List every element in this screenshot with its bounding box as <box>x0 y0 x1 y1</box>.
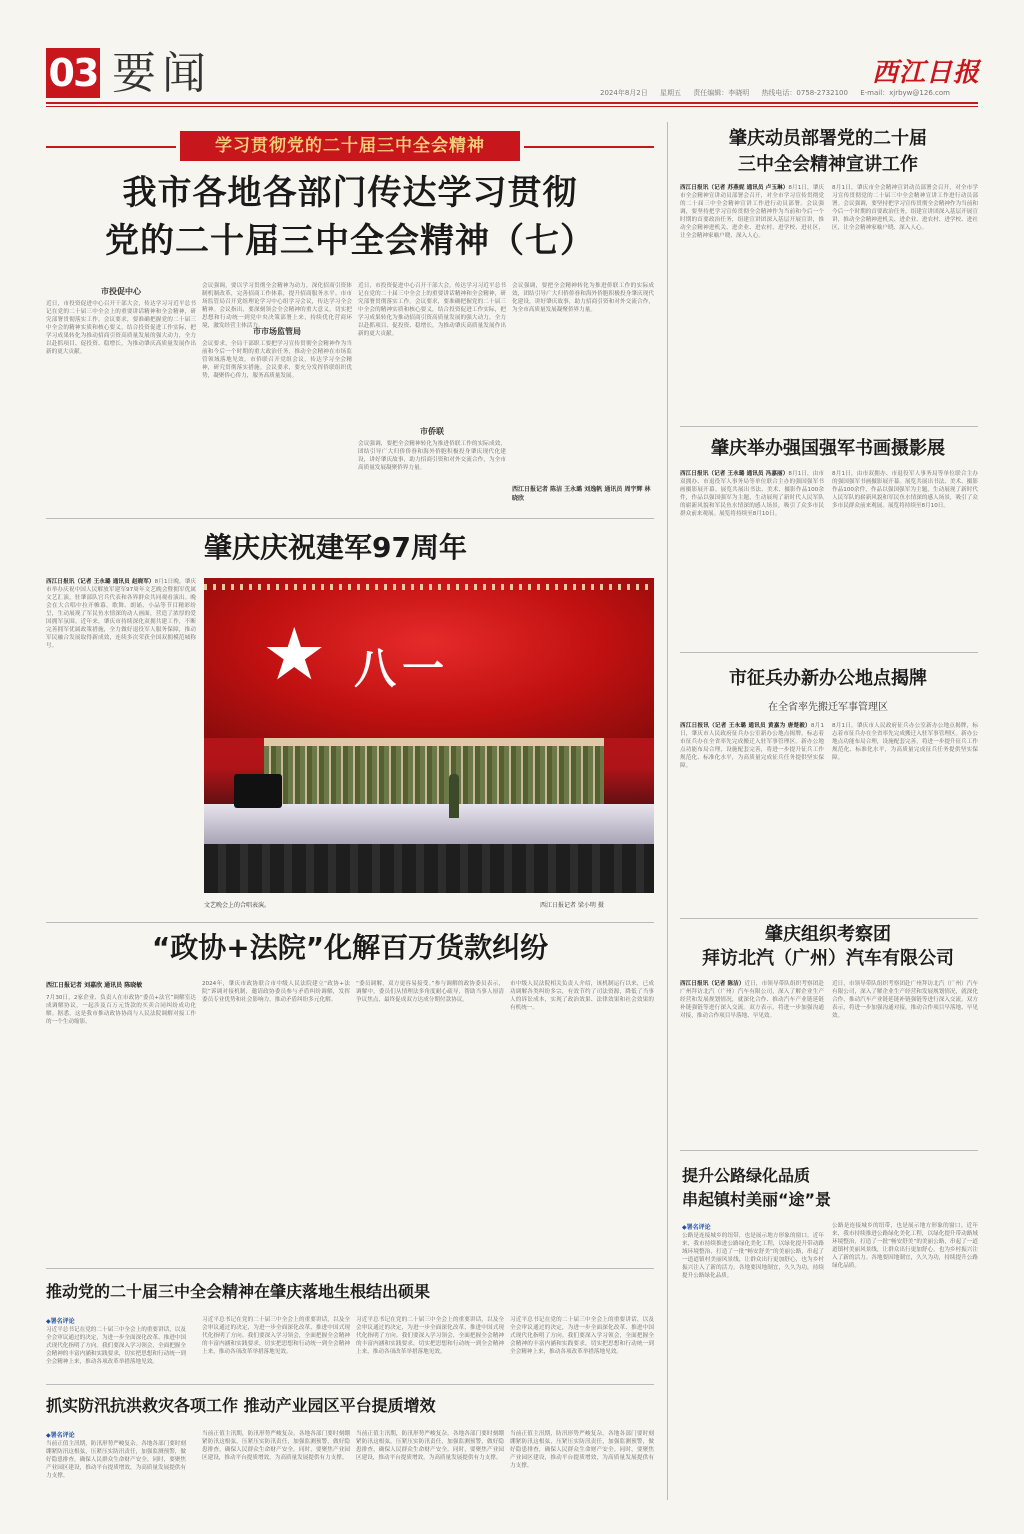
lead-sub-3: 市侨联 <box>420 427 444 436</box>
right4-body: 近日，市领导带队组织考察团赴广州拜访北汽（广州）汽车有限公司，深入了解企业生产经营和发展规划情况，就深化合作、推动汽车产业链延链补链强链等进行深入交流。双方表示，将进一步加强沟通对接，推动合作项目早落地、早见效。 <box>680 981 824 1019</box>
masthead-rule-thin <box>46 106 978 107</box>
right5-col-1: 公路是连接城乡的纽带，也是展示地方形象的窗口。近年来，我市持续推进公路绿化美化工程，以绿化提升带动路域环境整治，打造了一批“畅安舒美”的美丽公路，串起了一道道镇村美丽风景线，让群众出行更加舒心，也为乡村振兴注入了新的活力。各地要因地制宜，久久为功，持续提升公路绿化品质。 <box>682 1233 824 1279</box>
editor: 责任编辑：李晓明 <box>693 89 750 97</box>
right4-col-2: 近日，市领导带队组织考察团赴广州拜访北汽（广州）汽车有限公司，深入了解企业生产经营和发展规划情况，就深化合作、推动汽车产业链延链补链强链等进行深入交流。双方表示，将进一步加强沟通对接，推动合作项目早落地、早见效。 <box>832 981 978 1019</box>
lead-col-4 <box>512 282 654 508</box>
right1-col-2: 8月1日，肇庆市全会精神宣讲动员部署会召开，对全市学习宣传贯彻党的二十届三中全会精神宣讲工作进行动员部署。会议强调，要坚持把学习宣传贯彻全会精神作为当前和今后一个时期的首要政治任务，组建宣讲团深入基层开展宣讲，推动全会精神进机关、进企业、进农村、进学校、进社区，让全会精神家喻户晓、深入人心。 <box>832 185 978 231</box>
bottom1-col-2: 习近平总书记在党的二十届三中全会上的重要讲话，以及全会审议通过的决定，为进一步全面深化改革、推进中国式现代化指明了方向。我们要深入学习领会，全面把握全会精神的丰富内涵和实践要求，切实把思想和行动统一到全会精神上来，推动各项改革举措落地见效。 <box>202 1317 350 1355</box>
lead-col-4-text: 会议强调，要把全会精神转化为推进侨联工作的实际成效，团结引导广大归侨侨眷和海外侨胞积极投身肇庆现代化建设，讲好肇庆故事，助力招商引资和对外交流合作，为全市高质量发展凝聚侨界力量。 <box>512 283 654 313</box>
loan-col-3: “委员调解，双方更容易接受。”参与调解的政协委员表示，调解中，委员们从情理法多角度耐心疏导，帮助当事人厘清争议焦点，最终促成双方达成分期付款协议。 <box>356 981 504 1003</box>
right3-headline: 市征兵办新办公地点揭牌 <box>729 668 927 689</box>
right4-headline-line2: 拜访北汽（广州）汽车有限公司 <box>702 948 954 969</box>
right3-col-1 <box>680 722 824 910</box>
masthead-rule <box>46 102 978 104</box>
stage-lights <box>204 584 654 590</box>
lead-sub-2: 市市场监管局 <box>253 327 301 336</box>
right4-byline: 西江日报讯（记者 陈洁） <box>680 981 745 987</box>
army-text <box>46 578 196 908</box>
photo-caption: 文艺晚会上的合唱表演。 <box>204 902 271 909</box>
loan-byline: 西江日报记者 刘嘉欣 通讯员 陈晓敏 <box>46 982 143 989</box>
lead-col-1 <box>46 282 196 508</box>
hotline: 热线电话：0758-2732100 <box>761 89 848 97</box>
loan-col-4: 市中级人民法院相关负责人介绍，该机制运行以来，已成功调解各类纠纷多宗，有效节约了司法资源，降低了当事人的诉讼成本，实现了政治效果、法律效果和社会效果的有机统一。 <box>510 981 654 1011</box>
right2-col-2: 8月1日，由市双拥办、市退役军人事务局等单位联合主办的强国强军书画摄影展开幕。展览共展出书法、美术、摄影作品100余件，作品以强国强军为主题，生动展现了新时代人民军队的崭新风貌和军民鱼水情深的感人场景，吸引了众多市民群众前来观展。展览将持续至8月10日。 <box>832 471 978 509</box>
loan-col-1: 7月30日，2家企业、负责人在市政协“委员+法官”调解室达成调解协议，一起涉及百万元货款的买卖合同纠纷成功化解。据悉，这是我市推动政协协商与人民法院调解对接工作的一个生动缩影。 <box>46 995 196 1025</box>
divider-loan <box>46 1268 654 1269</box>
right1-col-1 <box>680 184 824 418</box>
divider-lead <box>46 518 654 519</box>
right2-body: 8月1日，由市双拥办、市退役军人事务局等单位联合主办的强国强军书画摄影展开幕。展览共展出书法、美术、摄影作品100余件，作品以强国强军为主题，生动展现了新时代人民军队的崭新风貌和军民鱼水情深的感人场景，吸引了众多市民群众前来观展。展览将持续至8月10日。 <box>680 471 825 517</box>
right3-subhead: 在全省率先搬迁军事管理区 <box>768 702 888 713</box>
right1-headline-line2: 三中全会精神宣讲工作 <box>738 154 918 175</box>
divider-bottom1 <box>46 1384 654 1385</box>
army-byline: 西江日报讯（记者 王永璐 通讯员 赵晓军） <box>46 579 155 585</box>
bottom2-col-3: 当前正值主汛期，防汛形势严峻复杂。各地各部门要时刻绷紧防汛这根弦，压紧压实防汛责任，加强监测预警，做好隐患排查，确保人民群众生命财产安全。同时，要聚焦产业园区建设，推动平台提质增效，为高质量发展提供有力支撑。 <box>356 1431 504 1461</box>
lead-col-3b-text: 会议强调，要把全会精神转化为推进侨联工作的实际成效，团结引导广大归侨侨眷和海外侨胞积极投身肇庆现代化建设，讲好肇庆故事，助力招商引资和对外交流合作，为全市高质量发展凝聚侨界力量。 <box>358 441 506 471</box>
banner-rule-right <box>524 146 654 148</box>
divider-right1 <box>680 426 978 427</box>
lead-headline-line2: 党的二十届三中全会精神（七） <box>105 221 595 261</box>
column-divider <box>667 122 668 1500</box>
piano <box>234 774 282 808</box>
section-name: 要闻 <box>112 48 212 99</box>
bottom2-col-2: 当前正值主汛期，防汛形势严峻复杂。各地各部门要时刻绷紧防汛这根弦，压紧压实防汛责任，加强监测预警，做好隐患排查，确保人民群众生命财产安全。同时，要聚焦产业园区建设，推动平台提质增效，为高质量发展提供有力支撑。 <box>202 1431 350 1461</box>
loan-col-2: 2024年，肇庆市政协联合市中级人民法院建立“政协+法院”诉调对接机制，邀请政协委员参与矛盾纠纷调解，发挥委员专业优势和社会影响力，推动矛盾纠纷多元化解。 <box>202 981 350 1003</box>
banner-rule-left <box>46 146 176 148</box>
right5-headline-line1: 提升公路绿化品质 <box>682 1166 811 1185</box>
choir <box>264 738 604 812</box>
issue-date: 2024年8月2日 <box>600 89 648 97</box>
right1-body: 8月1日，肇庆市全会精神宣讲动员部署会召开，对全市学习宣传贯彻党的二十届三中全会精神宣讲工作进行动员部署。会议强调，要坚持把学习宣传贯彻全会精神作为当前和今后一个时期的首要政治任务，组建宣讲团深入基层开展宣讲，推动全会精神进机关、进企业、进农村、进学校、进社区，让全会精神家喻户晓、深入人心。 <box>680 185 825 239</box>
issue-weekday: 星期五 <box>659 89 681 97</box>
right3-byline: 西江日报讯（记者 王永璐 通讯员 黄嘉为 唐楚毅） <box>680 723 811 729</box>
army-photo <box>204 578 654 893</box>
bottom1-headline: 推动党的二十届三中全会精神在肇庆落地生根结出硕果 <box>46 1282 431 1301</box>
right2-headline: 肇庆举办强国强军书画摄影展 <box>711 438 945 459</box>
lead-col-3 <box>358 282 506 508</box>
right1-headline-line1: 肇庆动员部署党的二十届 <box>729 128 927 149</box>
lead-col-1-text: 近日，市投资促进中心召开干部大会，传达学习习近平总书记在党的二十届三中全会上的重要讲话精神和全会精神，研究部署贯彻落实工作。会议要求，要准确把握党的二十届三中全会的精神实质和核心要义，结合投资促进工作实际，把学习成果转化为推动招商引资高质量发展的强大动力，全力以赴抓项目、促投资、稳增长，为推动肇庆高质量发展作出新的更大贡献。 <box>46 301 196 355</box>
bottom1-dateline: ◆署名评论 <box>46 1318 75 1325</box>
bottom2-headline: 抓实防汛抗洪救灾各项工作 推动产业园区平台提质增效 <box>46 1396 436 1415</box>
divider-right2 <box>680 652 978 653</box>
bottom1-col-1: 习近平总书记在党的二十届三中全会上的重要讲话，以及全会审议通过的决定，为进一步全面深化改革、推进中国式现代化指明了方向。我们要深入学习领会，全面把握全会精神的丰富内涵和实践要求，切实把思想和行动统一到全会精神上来，推动各项改革举措落地见效。 <box>46 1327 186 1365</box>
bottom2-dateline: ◆署名评论 <box>46 1432 75 1439</box>
right3-body: 8月1日，肇庆市人民政府征兵办公室新办公地点揭牌，标志着市征兵办在全省率先完成搬迁入驻军事管理区。新办公地点功能布局合理，设施配套完善，将进一步提升征兵工作规范化、标准化水平，为高质量完成征兵任务提供坚实保障。 <box>680 723 825 769</box>
bottom1-col-4: 习近平总书记在党的二十届三中全会上的重要讲话，以及全会审议通过的决定，为进一步全面深化改革、推进中国式现代化指明了方向。我们要深入学习领会，全面把握全会精神的丰富内涵和实践要求，切实把思想和行动统一到全会精神上来，推动各项改革举措落地见效。 <box>510 1317 654 1355</box>
topic-banner: 学习贯彻党的二十届三中全会精神 <box>180 131 520 161</box>
star-icon: ★ <box>262 612 327 696</box>
loan-headline: “政协+法院”化解百万货款纠纷 <box>151 931 549 964</box>
conductor <box>449 774 459 818</box>
divider-army <box>46 922 654 923</box>
bottom2-col-4: 当前正值主汛期，防汛形势严峻复杂。各地各部门要时刻绷紧防汛这根弦，压紧压实防汛责任，加强监测预警，做好隐患排查，确保人民群众生命财产安全。同时，要聚焦产业园区建设，推动平台提质增效，为高质量发展提供有力支撑。 <box>510 1431 654 1469</box>
lead-headline-line1: 我市各地各部门传达学习贯彻 <box>122 173 578 213</box>
right5-col-2: 公路是连接城乡的纽带，也是展示地方形象的窗口。近年来，我市持续推进公路绿化美化工程，以绿化提升带动路域环境整治，打造了一批“畅安舒美”的美丽公路，串起了一道道镇村美丽风景线，让群众出行更加舒心，也为乡村振兴注入了新的活力。各地要因地制宜，久久为功，持续提升公路绿化品质。 <box>832 1223 978 1269</box>
lead-byline: 西江日报记者 陈洁 王永璐 刘逸帆 通讯员 周宇辉 林晓欣 <box>512 486 651 502</box>
bayi-screen-text: 八一 <box>354 644 451 693</box>
page-number: 03 <box>46 48 100 98</box>
newspaper-logo: 西江日报 <box>872 58 981 88</box>
bottom2-col-1: 当前正值主汛期，防汛形势严峻复杂。各地各部门要时刻绷紧防汛这根弦，压紧压实防汛责任，加强监测预警，做好隐患排查，确保人民群众生命财产安全。同时，要聚焦产业园区建设，推动平台提质增效，为高质量发展提供有力支撑。 <box>46 1441 186 1479</box>
masthead-meta <box>600 88 960 98</box>
email: E-mail：xjrbyw@126.com <box>860 89 950 97</box>
right5-headline-line2: 串起镇村美丽“途”景 <box>682 1190 832 1209</box>
right2-byline: 西江日报讯（记者 王永璐 通讯员 冯嘉丽） <box>680 471 789 477</box>
photo-credit: 西江日报记者 梁小明 摄 <box>540 902 604 909</box>
army-body: 8月1日晚，肇庆市举办庆祝中国人民解放军建军97周年文艺晚会暨拥军优属文艺汇演，驻肇部队官兵代表和各界群众共同观看演出。晚会在大合唱中拉开帷幕，歌舞、朗诵、小品等节目精彩纷呈，生动展现了军民鱼水情深的动人画面，营造了浓厚的爱国拥军氛围。近年来，肇庆市持续深化双拥共建工作，不断完善拥军优属政策措施，全力做好退役军人服务保障，推动军民融合发展取得新成效，连续多次荣获全国双拥模范城称号。 <box>46 579 197 649</box>
lead-sub-1: 市投促中心 <box>101 287 141 296</box>
lead-col-2a-text: 会议强调，要以学习贯彻全会精神为动力，深化招商引资体制机制改革，完善招商工作体系，提升招商服务水平。市市场监管局召开党组理论学习中心组学习会议，传达学习全会精神。会议指出，要深刻领会全会精神的重大意义，切实把思想和行动统一到党中央决策部署上来，持续优化营商环境，激发经营主体活力。 <box>202 283 352 329</box>
lead-col-2b-text: 会议要求，全局干部职工要把学习宣传贯彻全会精神作为当前和今后一个时期的重大政治任务，推动全会精神在市场监管领域落地见效。市侨联召开党组会议，传达学习全会精神，研究贯彻落实措施。会议要求，要充分发挥侨联组织优势，凝聚侨心侨力，服务高质量发展。 <box>202 341 352 379</box>
right3-col-2: 8月1日，肇庆市人民政府征兵办公室新办公地点揭牌，标志着市征兵办在全省率先完成搬迁入驻军事管理区。新办公地点功能布局合理，设施配套完善，将进一步提升征兵工作规范化、标准化水平，为高质量完成征兵任务提供坚实保障。 <box>832 723 978 761</box>
divider-right4 <box>680 1150 978 1151</box>
stage-floor <box>204 804 654 844</box>
lead-col-3a-text: 近日，市投资促进中心召开干部大会，传达学习习近平总书记在党的二十届三中全会上的重要讲话精神和全会精神，研究部署贯彻落实工作。会议要求，要准确把握党的二十届三中全会的精神实质和核心要义，结合投资促进工作实际，把学习成果转化为推动招商引资高质量发展的强大动力，全力以赴抓项目、促投资、稳增长，为推动肇庆高质量发展作出新的更大贡献。 <box>358 283 506 337</box>
right4-col-1 <box>680 980 824 1140</box>
audience <box>204 844 654 893</box>
right5-dateline: ◆署名评论 <box>682 1224 711 1231</box>
right2-col-1 <box>680 470 824 642</box>
army-headline: 肇庆庆祝建军97周年 <box>204 531 467 564</box>
right4-headline-line1: 肇庆组织考察团 <box>765 924 891 945</box>
right1-byline: 西江日报讯（记者 苏燕妮 通讯员 卢玉琳） <box>680 185 789 191</box>
bottom1-col-3: 习近平总书记在党的二十届三中全会上的重要讲话，以及全会审议通过的决定，为进一步全面深化改革、推进中国式现代化指明了方向。我们要深入学习领会，全面把握全会精神的丰富内涵和实践要求，切实把思想和行动统一到全会精神上来，推动各项改革举措落地见效。 <box>356 1317 504 1355</box>
divider-right3 <box>680 918 978 919</box>
lead-col-2 <box>202 282 352 508</box>
